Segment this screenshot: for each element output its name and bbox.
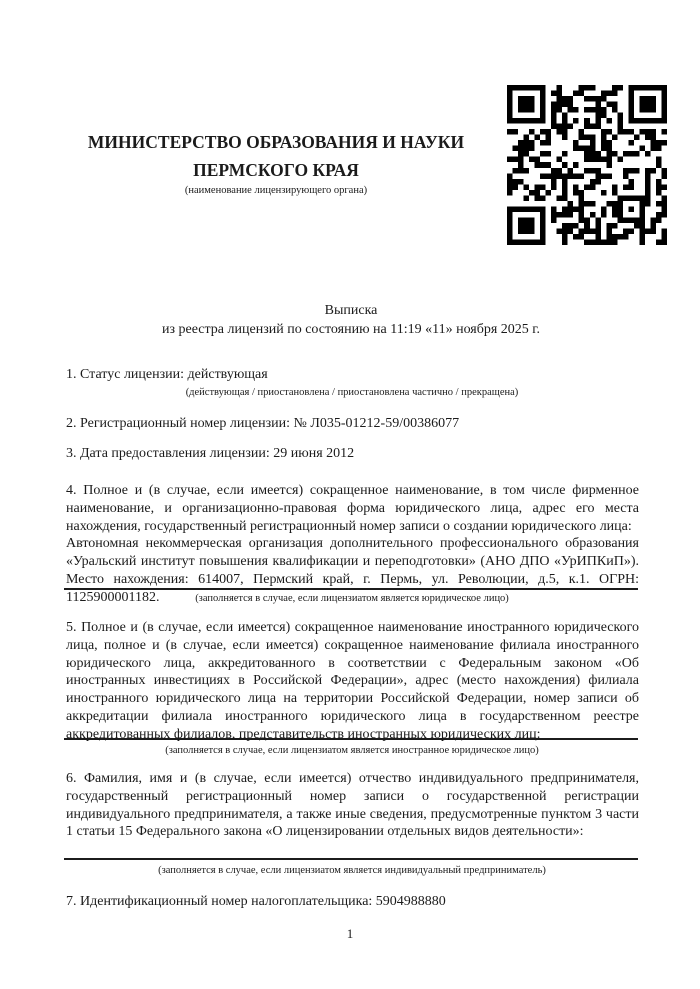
field-legal-entity-value: Автономная некоммерческая организация дополнительного профессионального образования «Уральский институт повышения квалификации и переподготовки» (АНО ДПО «УрИПКиП»). Место нахождения: 614007, Пермский край, г. Пермь, ул. Революции, д.5, к.1. ОГРН: 1125900001182. bbox=[66, 536, 639, 605]
licensing-authority-line1: МИНИСТЕРСТВО ОБРАЗОВАНИЯ И НАУКИ bbox=[87, 132, 465, 152]
document-title bbox=[63, 302, 639, 339]
field-taxpayer-number: 7. Идентификационный номер налогоплательщика: 5904988880 bbox=[66, 894, 446, 909]
licensing-authority-line2: ПЕРМСКОГО КРАЯ bbox=[193, 159, 359, 180]
qr-code bbox=[507, 85, 667, 245]
document-title-line1: Выписка bbox=[324, 303, 378, 318]
field-license-status-caption: (действующая / приостановлена / приостановлена частично / прекращена) bbox=[185, 387, 519, 398]
page-number: 1 bbox=[346, 926, 354, 941]
field-legal-entity-caption: (заполняется в случае, если лицензиатом является юридическое лицо) bbox=[195, 593, 509, 604]
document-title-line2: из реестра лицензий по состоянию на 11:19 «11» ноября 2025 г. bbox=[162, 321, 540, 337]
licensing-authority-caption: (наименование лицензирующего органа) bbox=[184, 185, 368, 196]
section-rule-entrepreneur bbox=[64, 858, 638, 860]
field-legal-entity-label: 4. Полное и (в случае, если имеется) сокращенное наименование, в том числе фирменное наименование, и организационно-правовая форма юридического лица, адрес его места нахождения, государственный регистрационный номер записи о создании юридического лица: bbox=[66, 483, 639, 534]
section-rule-foreign-entity bbox=[64, 738, 638, 740]
field-registration-number: 2. Регистрационный номер лицензии: № Л035-01212-59/00386077 bbox=[66, 416, 460, 431]
field-foreign-entity-caption: (заполняется в случае, если лицензиатом является иностранное юридическое лицо) bbox=[165, 745, 539, 756]
field-entrepreneur-caption: (заполняется в случае, если лицензиатом является индивидуальный предприниматель) bbox=[158, 865, 546, 876]
section-rule-legal-entity bbox=[64, 588, 638, 590]
licensing-authority-name bbox=[60, 129, 492, 184]
field-license-status: 1. Статус лицензии: действующая bbox=[66, 367, 268, 382]
field-entrepreneur: 6. Фамилия, имя и (в случае, если имеется) отчество индивидуального предпринимателя, государственный регистрационный номер записи о государственной регистрации индивидуального предпринимателя, а также иные сведения, предусмотренные пунктом 3 части 1 статьи 15 Федерального закона «О лицензировании отдельных видов деятельности»: bbox=[66, 771, 639, 840]
field-grant-date: 3. Дата предоставления лицензии: 29 июня 2012 bbox=[66, 446, 355, 461]
field-foreign-entity: 5. Полное и (в случае, если имеется) сокращенное наименование иностранного юридического лица, полное и (в случае, если имеется) сокращенное наименование филиала иностранного юридического лица, аккредитованного в соответствии с Федеральным законом «Об иностранных инвестициях в Российской Федерации», адрес (место нахождения) филиала иностранного юридического лица на территории Российской Федерации, номер записи об аккредитации филиала иностранного юридического лица в государственном реестре аккредитованных филиалов, представительств иностранных юридических лиц: bbox=[66, 620, 639, 742]
